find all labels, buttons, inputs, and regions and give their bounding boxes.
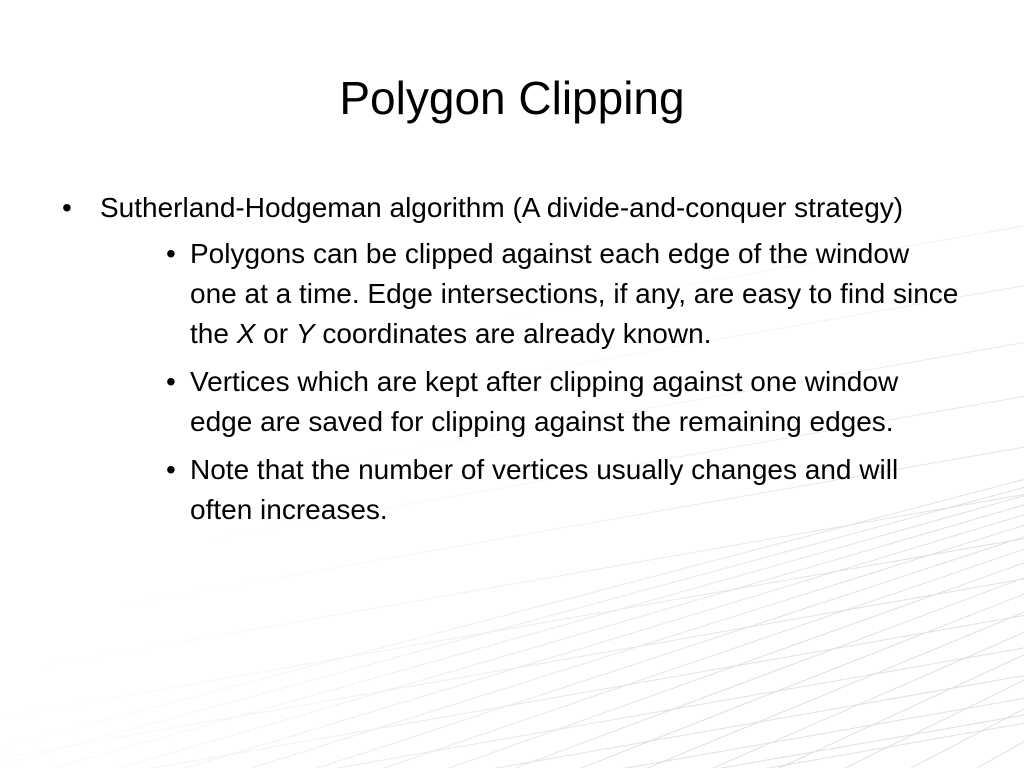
sub-bullet-1: [166, 234, 960, 354]
bullet-dot: •: [62, 192, 72, 223]
sub-bullet-1-text-a: Polygons can be clipped against each edge of the window one at a time. Edge intersections, if any, are easy to find since the: [190, 238, 959, 349]
slide-title: Polygon Clipping: [339, 72, 685, 124]
slide-body: [0, 188, 1024, 530]
bullet-main: [62, 188, 950, 228]
bullet-dot: •: [166, 454, 176, 485]
sub-bullet-1-or: or: [255, 318, 296, 349]
sub-bullet-3-text: Note that the number of vertices usually changes and will often increases.: [190, 454, 899, 525]
bullet-main-text: Sutherland-Hodgeman algorithm (A divide-and-conquer strategy): [100, 192, 904, 223]
bullet-dot: •: [166, 238, 176, 269]
grid-crossline: [0, 525, 1024, 735]
sub-bullet-1-x: X: [236, 318, 256, 349]
grid-crossline: [0, 602, 1024, 768]
bullet-dot: •: [166, 366, 176, 397]
grid-crossline: [0, 710, 1024, 768]
grid-crossline: [0, 662, 1024, 768]
sub-bullet-1-text-b: coordinates are already known.: [314, 318, 712, 349]
sub-bullet-1-y: Y: [295, 318, 315, 349]
sub-bullet-2: [166, 362, 960, 442]
sub-bullet-2-text: Vertices which are kept after clipping against one window edge are saved for clipping against the remaining edges.: [190, 366, 899, 437]
sub-bullet-3: [166, 450, 960, 530]
